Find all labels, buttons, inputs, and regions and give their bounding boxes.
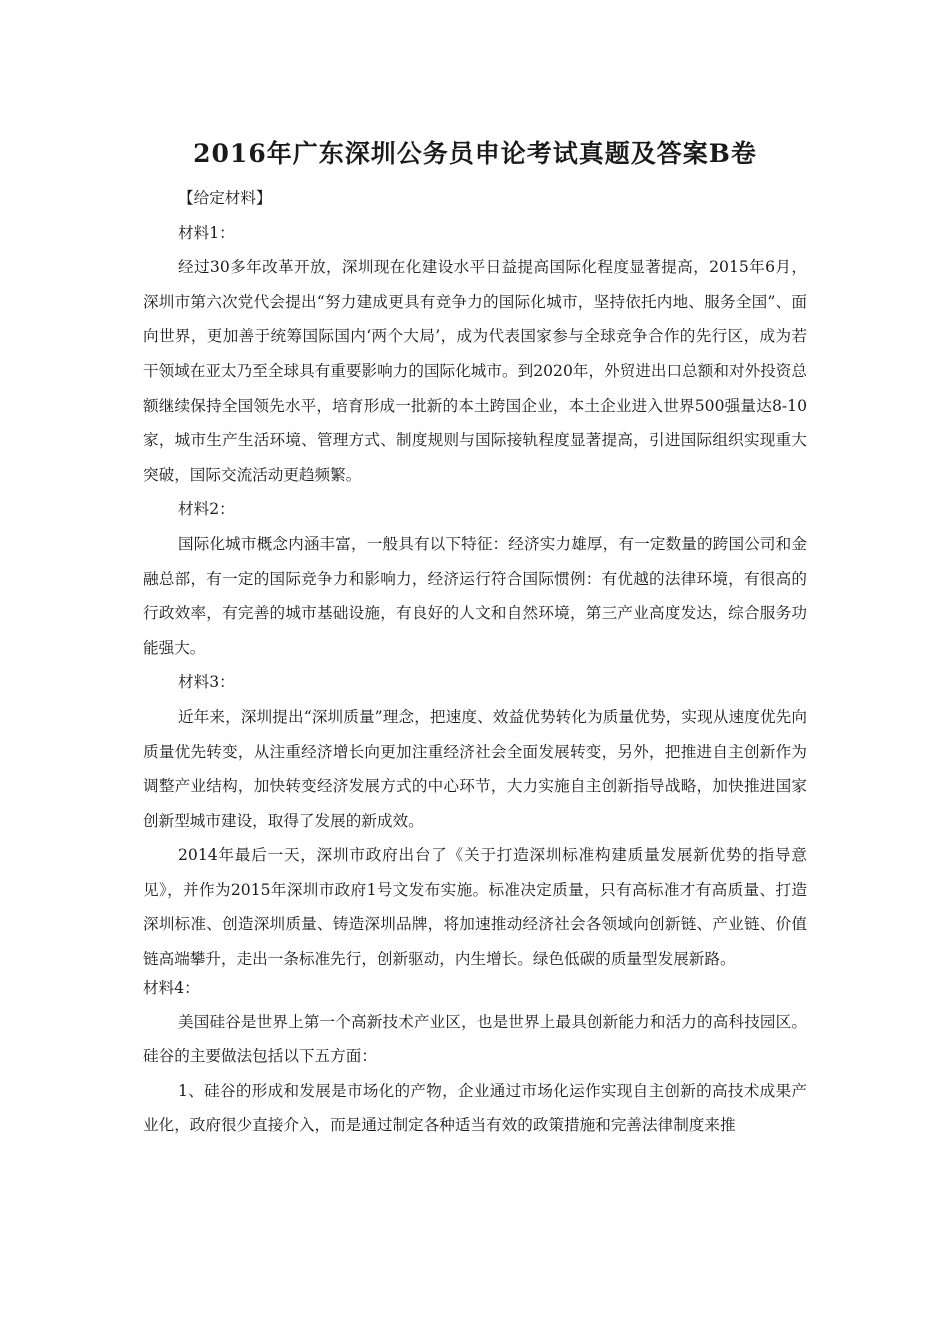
material-label: 材料2： bbox=[178, 500, 235, 519]
paragraph: 美国硅谷是世界上第一个高新技术产业区，也是世界上最具创新能力和活力的高科技园区。硅谷的主要做法包括以下五方面： bbox=[143, 1012, 807, 1066]
paragraph: 国际化城市概念内涵丰富，一般具有以下特征：经济实力雄厚，有一定数量的跨国公司和金融总部，有一定的国际竞争力和影响力，经济运行符合国际惯例：有优越的法律环境，有很高的行政效率，有完善的城市基础设施，有良好的人文和自然环境，第三产业高度发达，综合服务功能强大。 bbox=[143, 534, 807, 657]
paragraph: 1、硅谷的形成和发展是市场化的产物，企业通过市场化运作实现自主创新的高技术成果产业化，政府很少直接介入，而是通过制定各种适当有效的政策措施和完善法律制度来推 bbox=[143, 1081, 807, 1135]
paragraph: 经过30多年改革开放，深圳现在化建设水平日益提高国际化程度显著提高，2015年6月，深圳市第六次党代会提出“努力建成更具有竞争力的国际化城市，坚持依托内地、服务全国”、面向世界，更加善于统筹国际国内‘两个大局’，成为代表国家参与全球竞争合作的先行区，成为若干领域在亚太乃至全球具有重要影响力的国际化城市。到2020年，外贸进出口总额和对外投资总额继续保持全国领先水平，培育形成一批新的本土跨国企业，本土企业进入世界500强量达8-10家，城市生产生活环境、管理方式、制度规则与国际接轨程度显著提高，引进国际组织实现重大突破，国际交流活动更趋频繁。 bbox=[143, 258, 807, 484]
paragraph: 2014年最后一天，深圳市政府出台了《关于打造深圳标准构建质量发展新优势的指导意见》，并作为2015年深圳市政府1号文发布实施。标准决定质量，只有高标准才有高质量、打造深圳标准、创造深圳质量、铸造深圳品牌，将加速推动经济社会各领域向创新链、产业链、价值链高端攀升，走出一条标准先行，创新驱动，内生增长。绿色低碳的质量型发展新路。 bbox=[143, 846, 807, 969]
paragraph: 近年来，深圳提出“深圳质量”理念，把速度、效益优势转化为质量优势，实现从速度优先向质量优先转变，从注重经济增长向更加注重经济社会全面发展转变，另外，把推进自主创新作为调整产业结构，加快转变经济发展方式的中心环节，大力实施自主创新指导战略，加快推进国家创新型城市建设，取得了发展的新成效。 bbox=[143, 707, 807, 830]
section-heading: 【给定材料】 bbox=[178, 189, 272, 207]
material-label: 材料4： bbox=[143, 978, 200, 997]
material-label: 材料1： bbox=[178, 223, 235, 242]
document-body bbox=[143, 181, 807, 1143]
material-label: 材料3： bbox=[178, 673, 235, 692]
document-title: 2016年广东深圳公务员申论考试真题及答案B卷 bbox=[193, 139, 757, 168]
